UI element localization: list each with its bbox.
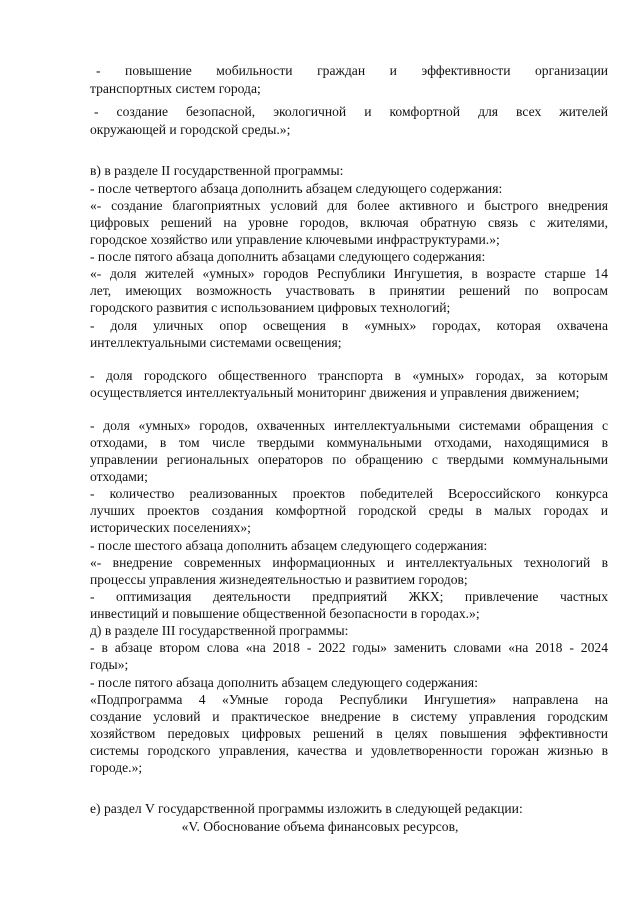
section-heading: д) в разделе III государственной программы: [90, 623, 349, 638]
text-line: цифровых решений на уровне городов, включая обратную связь с жителями, [90, 215, 608, 230]
text-line: окружающей и городской среды.»; [90, 122, 291, 137]
text-line: «Подпрограмма 4 «Умные города Республики Ингушетия» направлена на [90, 692, 608, 707]
section-heading: в) в разделе II государственной программы: [90, 163, 344, 178]
centered-heading: «V. Обоснование объема финансовых ресурсов, [181, 819, 459, 834]
section-heading: е) раздел V государственной программы изложить в следующей редакции: [90, 801, 523, 816]
text-line: - создание безопасной, экологичной и комфортной для всех жителей [94, 104, 608, 119]
text-line: «- создание благоприятных условий для более активного и быстрого внедрения [90, 198, 608, 213]
text-line: городского развития с использованием цифровых технологий; [90, 300, 451, 315]
text-line: инвестиций и повышение общественной безопасности в городах.»; [90, 606, 480, 621]
text-line: отходами; [90, 469, 148, 484]
text-line: городское хозяйство или управление ключевыми инфраструктурами.»; [90, 232, 500, 247]
text-line: - в абзаце втором слова «на 2018 - 2022 годы» заменить словами «на 2018 - 2024 [90, 640, 608, 655]
text-line: «- доля жителей «умных» городов Республики Ингушетия, в возрасте старше 14 [90, 266, 608, 281]
text-line: отходами, в том числе твердыми коммунальными отходами, находящимися в [90, 435, 608, 450]
text-line: - количество реализованных проектов победителей Всероссийского конкурса [90, 486, 608, 501]
text-line: - повышение мобильности граждан и эффективности организации [96, 63, 608, 78]
text-line: лет, имеющих возможность участвовать в принятии решений по вопросам [90, 283, 608, 298]
text-line: - доля городского общественного транспорта в «умных» городах, за которым [90, 368, 608, 383]
text-line: - после четвертого абзаца дополнить абзацем следующего содержания: [90, 181, 503, 196]
text-line: - после пятого абзаца дополнить абзацем следующего содержания: [90, 675, 478, 690]
text-line: годы»; [90, 657, 129, 672]
text-line: «- внедрение современных информационных и интеллектуальных технологий в [90, 555, 608, 570]
text-line: транспортных систем города; [90, 81, 261, 96]
text-line: - доля уличных опор освещения в «умных» городах, которая охвачена [90, 318, 608, 333]
text-line: интеллектуальными системами освещения; [90, 335, 342, 350]
text-line: исторических поселениях»; [90, 520, 251, 535]
text-line: осуществляется интеллектуальный мониторинг движения и управления движением; [90, 385, 580, 400]
text-line: лучших проектов создания комфортной городской среды в малых городах и [90, 503, 608, 518]
text-line: - после пятого абзаца дополнить абзацами следующего содержания: [90, 249, 486, 264]
text-line: управлении региональных операторов по обращению с твердыми коммунальными [90, 452, 608, 467]
text-line: системы городского управления, качества и удовлетворенности горожан жизнью в [90, 743, 608, 758]
text-line: - доля «умных» городов, охваченных интеллектуальными системами обращения с [90, 418, 608, 433]
text-line: городе.»; [90, 760, 143, 775]
text-line: процессы управления жизнедеятельностью и развитием городов; [90, 572, 468, 587]
text-line: - оптимизация деятельности предприятий ЖКХ; привлечение частных [90, 589, 608, 604]
text-line: хозяйством передовых цифровых решений в целях повышения эффективности [90, 726, 608, 741]
text-line: создание условий и практическое внедрение в систему управления городским [90, 709, 608, 724]
text-line: - после шестого абзаца дополнить абзацем следующего содержания: [90, 538, 488, 553]
